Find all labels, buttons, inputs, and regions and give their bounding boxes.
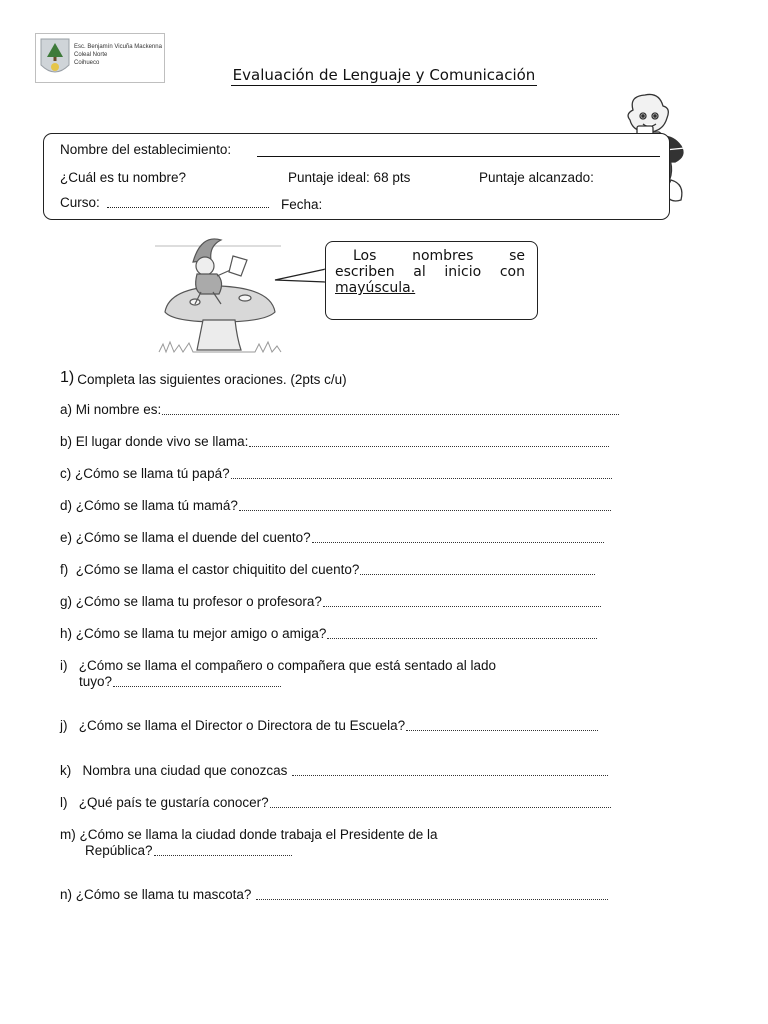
course-field[interactable]	[107, 207, 269, 208]
name-label: ¿Cuál es tu nombre?	[60, 170, 187, 185]
answer-field-n[interactable]	[256, 899, 608, 900]
question-i-continuation: tuyo?	[79, 674, 281, 689]
answer-field-l[interactable]	[270, 807, 611, 808]
answer-field-m[interactable]	[154, 855, 292, 856]
bubble-line-1: Los nombres se	[353, 248, 525, 264]
speech-bubble-tail	[274, 268, 328, 288]
answer-field-i[interactable]	[113, 686, 281, 687]
answer-field-j[interactable]	[406, 730, 598, 731]
answer-field-b[interactable]	[249, 446, 609, 447]
date-label: Fecha:	[281, 197, 323, 212]
question-j: j) ¿Cómo se llama el Director o Directora de tu Escuela?	[60, 718, 598, 733]
bubble-line-2: escriben al inicio con	[335, 264, 525, 280]
answer-field-a[interactable]	[162, 414, 619, 415]
question-n: n) ¿Cómo se llama tu mascota?	[60, 887, 608, 902]
establishment-field[interactable]	[257, 156, 660, 157]
question-b: b) El lugar donde vivo se llama:	[60, 434, 609, 449]
question-g: g) ¿Cómo se llama tu profesor o profesora?	[60, 594, 601, 609]
question-d: d) ¿Cómo se llama tú mamá?	[60, 498, 611, 513]
answer-field-d[interactable]	[239, 510, 611, 511]
answer-field-g[interactable]	[323, 606, 601, 607]
ideal-score-label: Puntaje ideal: 68 pts	[288, 170, 411, 185]
establishment-label: Nombre del establecimiento:	[60, 142, 232, 157]
question-h: h) ¿Cómo se llama tu mejor amigo o amiga?	[60, 626, 597, 641]
question-m: m) ¿Cómo se llama la ciudad donde trabaja el Presidente de la	[60, 827, 438, 842]
question-m-continuation: República?	[85, 843, 292, 858]
question-c: c) ¿Cómo se llama tú papá?	[60, 466, 612, 481]
answer-field-c[interactable]	[231, 478, 612, 479]
question-f: f) ¿Cómo se llama el castor chiquitito del cuento?	[60, 562, 595, 577]
answer-field-h[interactable]	[327, 638, 597, 639]
bubble-line-3: mayúscula.	[335, 280, 416, 296]
school-name: Esc. Benjamín Vicuña Mackenna Coleal Norte Coihueco	[74, 44, 162, 66]
answer-field-f[interactable]	[360, 574, 595, 575]
course-label: Curso:	[60, 195, 100, 210]
page-title: Evaluación de Lenguaje y Comunicación	[232, 66, 536, 84]
achieved-score-label: Puntaje alcanzado:	[479, 170, 594, 185]
section-1-heading: 1) Completa las siguientes oraciones. (2pts c/u)	[60, 369, 347, 387]
question-e: e) ¿Cómo se llama el duende del cuento?	[60, 530, 604, 545]
question-l: l) ¿Qué país te gustaría conocer?	[60, 795, 611, 810]
student-info-box	[43, 133, 670, 220]
question-k: k) Nombra una ciudad que conozcas	[60, 763, 608, 778]
answer-field-k[interactable]	[292, 775, 608, 776]
speech-bubble	[325, 241, 538, 320]
gnome-on-mushroom-icon	[155, 232, 285, 356]
question-i: i) ¿Cómo se llama el compañero o compañera que está sentado al lado	[60, 658, 497, 673]
answer-field-e[interactable]	[312, 542, 604, 543]
question-a: a) Mi nombre es:	[60, 402, 619, 417]
